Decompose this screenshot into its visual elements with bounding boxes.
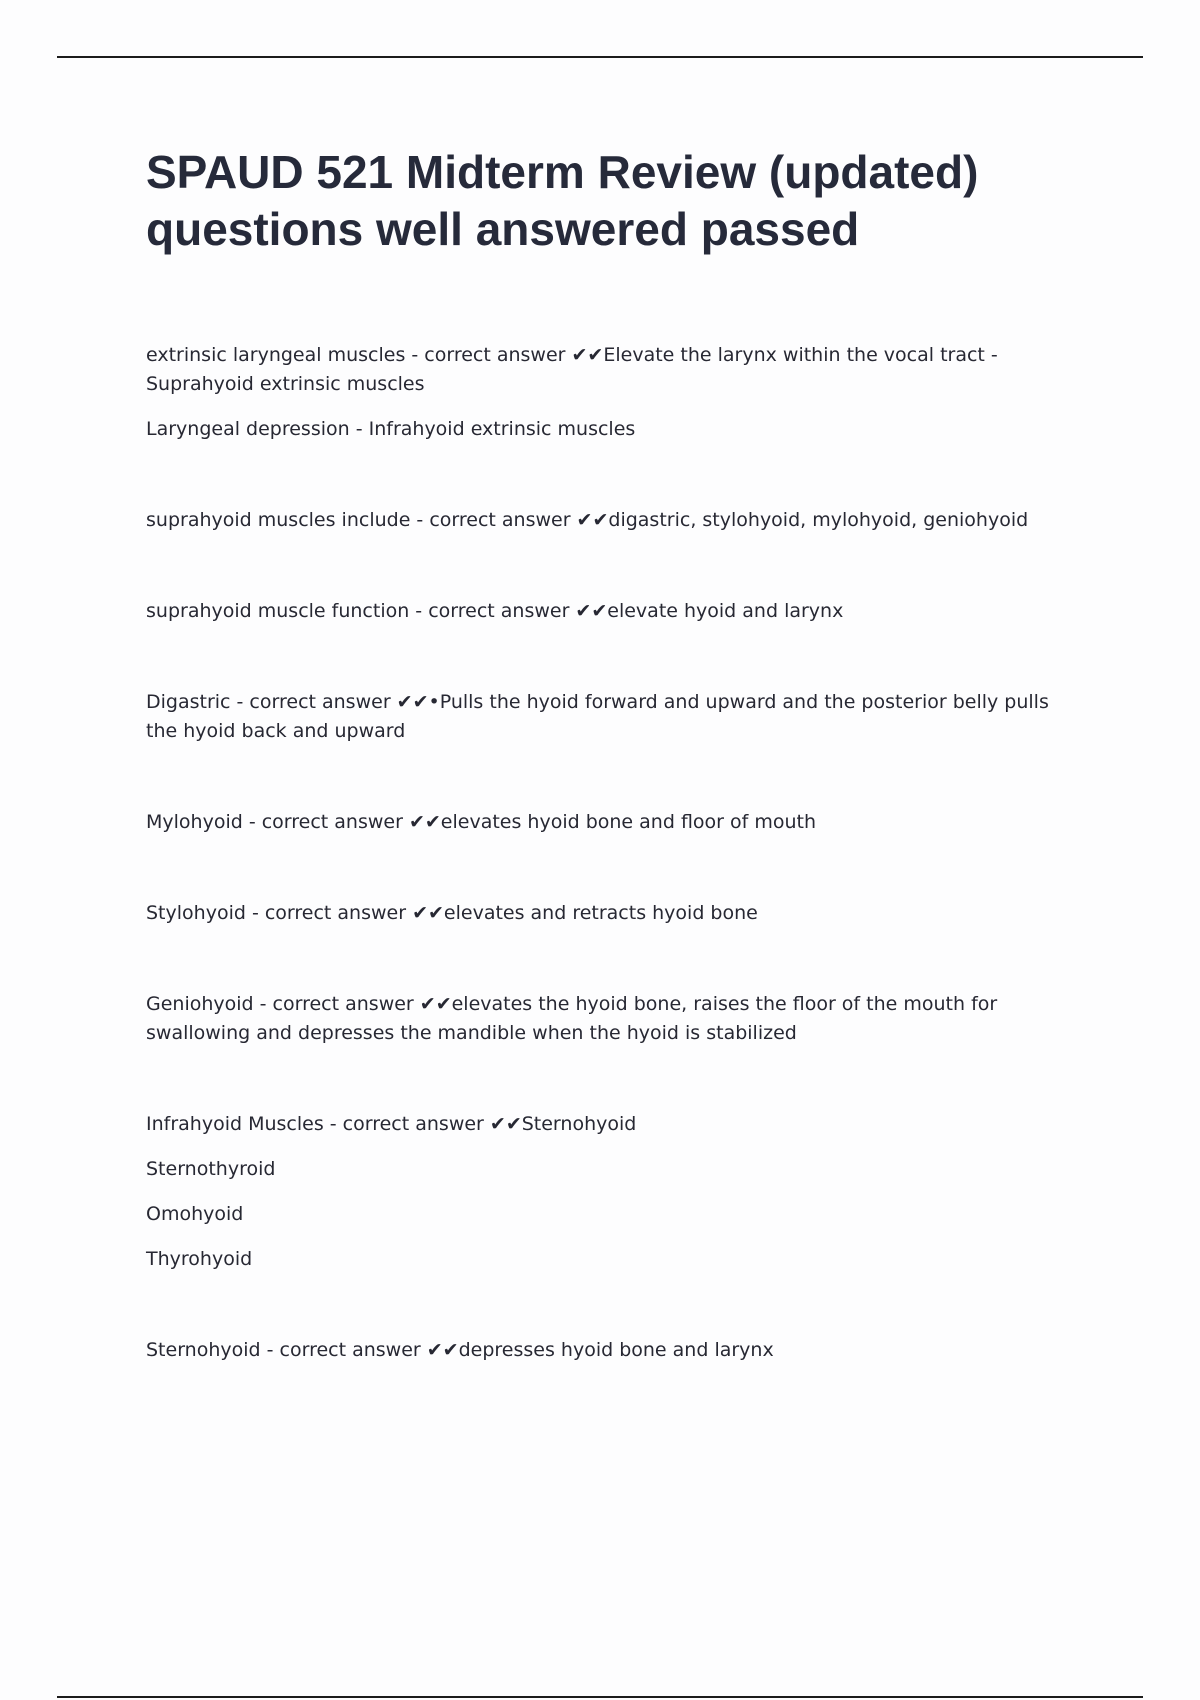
qa-line: Sternohyoid - correct answer ✔✔depresses hyoid bone and larynx — [146, 1339, 774, 1361]
qa-entry-suprahyoid-include — [146, 506, 1066, 535]
qa-line: Digastric - correct answer ✔✔•Pulls the hyoid forward and upward and the posterior belly pulls the hyoid back and upward — [146, 691, 1049, 742]
qa-line: Thyrohyoid — [146, 1248, 253, 1270]
header-rule — [57, 56, 1143, 58]
qa-line: extrinsic laryngeal muscles - correct answer ✔✔Elevate the larynx within the vocal tract - Suprahyoid extrinsic muscles — [146, 344, 998, 395]
qa-line: Stylohyoid - correct answer ✔✔elevates and retracts hyoid bone — [146, 902, 758, 924]
qa-line: Mylohyoid - correct answer ✔✔elevates hyoid bone and floor of mouth — [146, 811, 817, 833]
qa-line: Infrahyoid Muscles - correct answer ✔✔Sternohyoid — [146, 1113, 637, 1135]
document-body — [146, 144, 1066, 1427]
qa-entry-suprahyoid-function — [146, 597, 1066, 626]
qa-entry-sternohyoid — [146, 1336, 1066, 1365]
qa-line: suprahyoid muscles include - correct answer ✔✔digastric, stylohyoid, mylohyoid, geniohyoid — [146, 509, 1029, 531]
qa-line: Sternothyroid — [146, 1158, 276, 1180]
qa-line: Omohyoid — [146, 1203, 244, 1225]
qa-line: Laryngeal depression - Infrahyoid extrinsic muscles — [146, 418, 636, 440]
qa-list — [146, 341, 1066, 1365]
qa-line: suprahyoid muscle function - correct answer ✔✔elevate hyoid and larynx — [146, 600, 844, 622]
qa-entry-infrahyoid-muscles — [146, 1110, 1066, 1274]
qa-entry-extrinsic-laryngeal — [146, 341, 1066, 444]
qa-entry-mylohyoid — [146, 808, 1066, 837]
qa-entry-digastric — [146, 688, 1066, 746]
qa-entry-geniohyoid — [146, 990, 1066, 1048]
document-title: SPAUD 521 Midterm Review (updated) questions well answered passed — [146, 146, 979, 255]
qa-line: Geniohyoid - correct answer ✔✔elevates the hyoid bone, raises the floor of the mouth for swallowing and depresses the mandible when the hyoid is stabilized — [146, 993, 998, 1044]
qa-entry-stylohyoid — [146, 899, 1066, 928]
footer-rule — [57, 1696, 1143, 1698]
